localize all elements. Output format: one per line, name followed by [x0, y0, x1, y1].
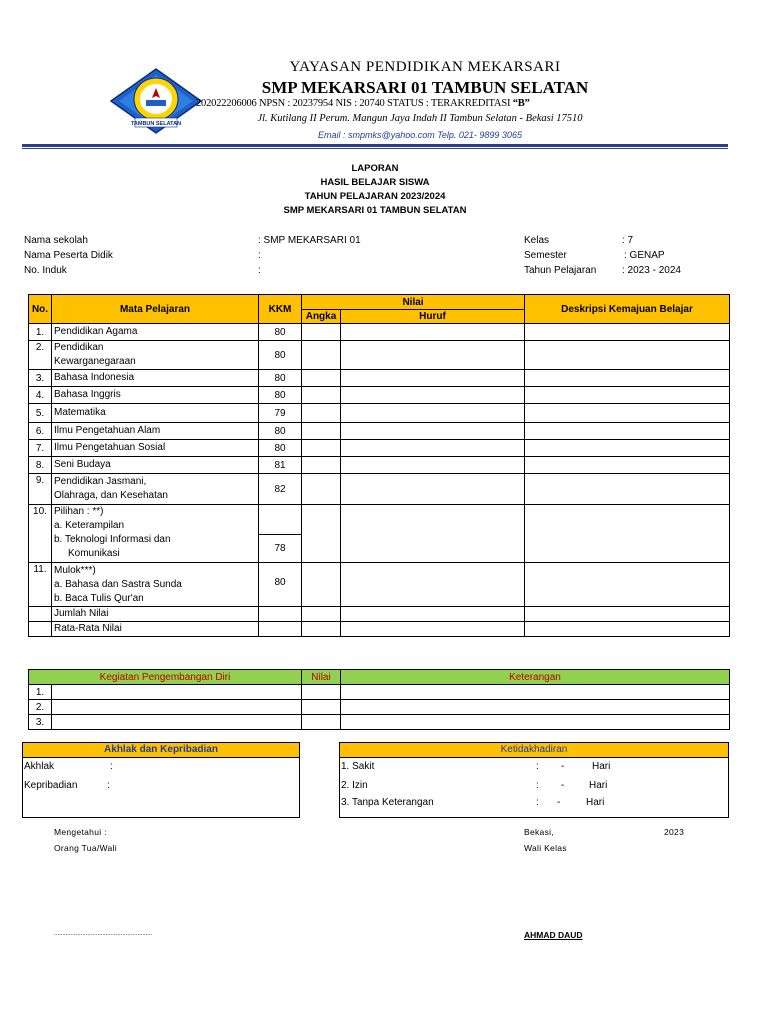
semester-label: Semester [524, 250, 567, 261]
table-row [29, 341, 730, 370]
row-subject [52, 341, 259, 370]
report-subtitle: HASIL BELAJAR SISWA [320, 177, 430, 188]
average-angka[interactable] [302, 622, 341, 637]
year-value: : 2023 - 2024 [622, 265, 681, 276]
logo-caption: TAMBUN SELATAN [130, 121, 182, 127]
row-huruf[interactable] [341, 474, 525, 505]
row-no: 4. [29, 387, 52, 404]
table-row [29, 563, 730, 607]
row-kkm: 78 [259, 535, 302, 563]
student-id-value: : [258, 265, 261, 276]
row-subject-line: Pilihan : **) [54, 506, 104, 517]
dev-note[interactable] [341, 685, 730, 700]
table-row [29, 324, 730, 341]
total-huruf[interactable] [341, 607, 525, 622]
row-subject: Bahasa Inggris [52, 387, 259, 404]
row-huruf[interactable] [341, 423, 525, 440]
row-no: 8. [29, 457, 52, 474]
dev-row-no: 2. [29, 700, 52, 715]
col-desc-header: Deskripsi Kemajuan Belajar [525, 295, 730, 324]
row-subject-line: a. Bahasa dan Sastra Sunda [54, 578, 182, 590]
table-row [29, 404, 730, 423]
dev-row-no: 3. [29, 715, 52, 730]
col-nilai-header: Nilai [302, 295, 525, 310]
absence-permit-label: 2. Izin [341, 780, 368, 791]
row-desc[interactable] [525, 387, 730, 404]
row-no: 9. [29, 474, 52, 505]
row-desc[interactable] [525, 423, 730, 440]
dev-score-header: Nilai [302, 670, 341, 685]
table-row [29, 440, 730, 457]
table-row [29, 423, 730, 440]
row-huruf[interactable] [341, 505, 525, 563]
row-subject: Ilmu Pengetahuan Alam [52, 423, 259, 440]
row-desc[interactable] [525, 563, 730, 607]
school-address: Jl. Kutilang II Perum. Mangun Jaya Indah II Tambun Selatan - Bekasi 17510 [257, 113, 583, 124]
row-angka[interactable] [302, 474, 341, 505]
total-angka[interactable] [302, 607, 341, 622]
table-row [29, 474, 730, 505]
row-desc[interactable] [525, 370, 730, 387]
character-title: Akhlak dan Kepribadian [23, 743, 299, 758]
average-row [29, 622, 730, 637]
row-angka[interactable] [302, 324, 341, 341]
row-huruf[interactable] [341, 370, 525, 387]
row-desc[interactable] [525, 404, 730, 423]
absence-sick-colon: : [536, 761, 539, 772]
row-no: 11. [29, 563, 52, 607]
akhlak-label: Akhlak [24, 761, 55, 772]
row-angka[interactable] [302, 457, 341, 474]
kepribadian-value: : [107, 780, 110, 791]
row-desc[interactable] [525, 341, 730, 370]
dev-score[interactable] [302, 685, 341, 700]
acknowledged-label: Mengetahui : [54, 827, 107, 837]
school-logo [110, 68, 202, 134]
row-subject-line: b. Baca Tulis Qur'an [54, 592, 144, 604]
absence-unexcused-value: - [557, 797, 561, 808]
row-kkm: 80 [259, 370, 302, 387]
school-label: Nama sekolah [24, 235, 88, 246]
row-angka[interactable] [302, 440, 341, 457]
absence-sick-label: 1. Sakit [341, 761, 375, 772]
dev-note-header: Keterangan [341, 670, 730, 685]
row-angka[interactable] [302, 404, 341, 423]
row-subject-line: Pendidikan [54, 342, 104, 353]
table-row [29, 685, 730, 700]
semester-value: : GENAP [624, 250, 665, 261]
report-title: LAPORAN [351, 163, 399, 174]
row-no: 1. [29, 324, 52, 341]
absence-unexcused-unit: Hari [586, 797, 605, 808]
col-angka-header: Angka [302, 310, 341, 324]
row-kkm: 82 [259, 474, 302, 505]
row-kkm: 80 [259, 387, 302, 404]
row-no: 5. [29, 404, 52, 423]
dev-note[interactable] [341, 700, 730, 715]
student-name-label: Nama Peserta Didik [24, 250, 113, 261]
table-row [29, 700, 730, 715]
foundation-name: YAYASAN PENDIDIKAN MEKARSARI [289, 59, 561, 75]
school-ids [196, 98, 616, 109]
date-year: 2023 [664, 827, 685, 837]
row-angka[interactable] [302, 341, 341, 370]
row-desc[interactable] [525, 324, 730, 341]
school-ids-text: 202022206006 NPSN : 20237954 NIS : 20740 STATUS : TERAKREDITASI [196, 98, 511, 109]
row-huruf[interactable] [341, 341, 525, 370]
absence-permit-colon: : [536, 780, 539, 791]
header-divider [22, 144, 728, 147]
homeroom-label: Wali Kelas [524, 843, 567, 853]
teacher-name: AHMAD DAUD [524, 930, 583, 940]
row-desc[interactable] [525, 440, 730, 457]
class-label: Kelas [524, 235, 550, 246]
row-subject: Pendidikan Agama [52, 324, 259, 341]
accreditation-grade: “B” [512, 98, 530, 109]
absence-sick-value: - [561, 761, 565, 772]
row-kkm: 81 [259, 457, 302, 474]
place-label: Bekasi, [524, 827, 554, 837]
dev-activity-header: Kegiatan Pengembangan Diri [29, 670, 302, 685]
student-name-value: : [258, 250, 261, 261]
row-kkm: 79 [259, 404, 302, 423]
absence-unexcused-colon: : [536, 797, 539, 808]
row-kkm: 80 [259, 324, 302, 341]
row-huruf[interactable] [341, 457, 525, 474]
row-subject: Bahasa Indonesia [52, 370, 259, 387]
dev-score[interactable] [302, 715, 341, 730]
grades-table [28, 294, 730, 637]
row-subject-line: Kewarganegaraan [54, 356, 136, 367]
school-contact: Email : smpmks@yahoo.com Telp. 021- 9899 3065 [318, 130, 522, 140]
row-subject-line: a. Keterampilan [54, 520, 125, 531]
header-divider-thin [22, 148, 728, 149]
average-desc[interactable] [525, 622, 730, 637]
row-no: 3. [29, 370, 52, 387]
absence-permit-unit: Hari [589, 780, 608, 791]
absence-unexcused-label: 3. Tanpa Keterangan [341, 797, 434, 808]
row-kkm-empty [259, 622, 302, 637]
row-subject: Matematika [52, 404, 259, 423]
row-no: 6. [29, 423, 52, 440]
parent-signature-line: ........................................................... [54, 931, 153, 937]
dev-activity[interactable] [52, 700, 302, 715]
row-no: 10. [29, 505, 52, 563]
row-huruf[interactable] [341, 404, 525, 423]
col-kkm-header: KKM [259, 295, 302, 324]
row-subject: Seni Budaya [52, 457, 259, 474]
row-angka[interactable] [302, 563, 341, 607]
row-huruf[interactable] [341, 563, 525, 607]
school-value: : SMP MEKARSARI 01 [258, 235, 361, 246]
row-subject-line: Pendidikan Jasmani, [54, 476, 147, 487]
row-subject-line: b. Teknologi Informasi dan [54, 534, 171, 545]
row-desc[interactable] [525, 505, 730, 563]
total-row [29, 607, 730, 622]
report-year: TAHUN PELAJARAN 2023/2024 [304, 191, 446, 202]
dev-activity[interactable] [52, 685, 302, 700]
row-kkm-empty [259, 607, 302, 622]
row-subject-line: Komunikasi [68, 548, 120, 559]
dev-score[interactable] [302, 700, 341, 715]
row-kkm: 80 [259, 423, 302, 440]
row-huruf[interactable] [341, 440, 525, 457]
dev-activity[interactable] [52, 715, 302, 730]
row-subject: Ilmu Pengetahuan Sosial [52, 440, 259, 457]
total-desc[interactable] [525, 607, 730, 622]
average-label: Rata-Rata Nilai [52, 622, 259, 637]
kepribadian-label: Kepribadian [24, 780, 78, 791]
absence-permit-value: - [561, 780, 565, 791]
table-row [29, 715, 730, 730]
row-angka[interactable] [302, 387, 341, 404]
absence-title: Ketidakhadiran [340, 743, 728, 758]
row-subject [52, 474, 259, 505]
row-angka[interactable] [302, 505, 341, 563]
absence-panel [339, 742, 729, 818]
row-subject [52, 563, 259, 607]
table-row [29, 505, 730, 535]
total-label: Jumlah Nilai [52, 607, 259, 622]
row-kkm: 80 [259, 563, 302, 607]
table-row [29, 457, 730, 474]
table-row [29, 387, 730, 404]
col-subject-header: Mata Pelajaran [52, 295, 259, 324]
row-no-empty [29, 622, 52, 637]
table-row [29, 370, 730, 387]
row-kkm-empty [259, 505, 302, 535]
row-kkm: 80 [259, 341, 302, 370]
row-huruf[interactable] [341, 324, 525, 341]
row-no: 2. [29, 341, 52, 370]
col-no-header: No. [29, 295, 52, 324]
dev-note[interactable] [341, 715, 730, 730]
row-subject-line: Mulok***) [54, 564, 96, 576]
row-subject [52, 505, 259, 563]
dev-row-no: 1. [29, 685, 52, 700]
year-label: Tahun Pelajaran [524, 265, 597, 276]
row-angka[interactable] [302, 423, 341, 440]
row-angka[interactable] [302, 370, 341, 387]
report-school: SMP MEKARSARI 01 TAMBUN SELATAN [283, 205, 467, 216]
row-kkm: 80 [259, 440, 302, 457]
absence-sick-unit: Hari [592, 761, 611, 772]
class-value: : 7 [622, 235, 634, 246]
col-huruf-header: Huruf [341, 310, 525, 324]
school-name: SMP MEKARSARI 01 TAMBUN SELATAN [261, 78, 589, 97]
akhlak-value: : [110, 761, 113, 772]
row-no: 7. [29, 440, 52, 457]
row-desc[interactable] [525, 457, 730, 474]
row-no-empty [29, 607, 52, 622]
average-huruf[interactable] [341, 622, 525, 637]
development-table [28, 669, 730, 730]
row-huruf[interactable] [341, 387, 525, 404]
row-subject-line: Olahraga, dan Kesehatan [54, 490, 168, 501]
student-id-label: No. Induk [24, 265, 67, 276]
character-panel [22, 742, 300, 818]
row-desc[interactable] [525, 474, 730, 505]
parent-label: Orang Tua/Wali [54, 843, 117, 853]
